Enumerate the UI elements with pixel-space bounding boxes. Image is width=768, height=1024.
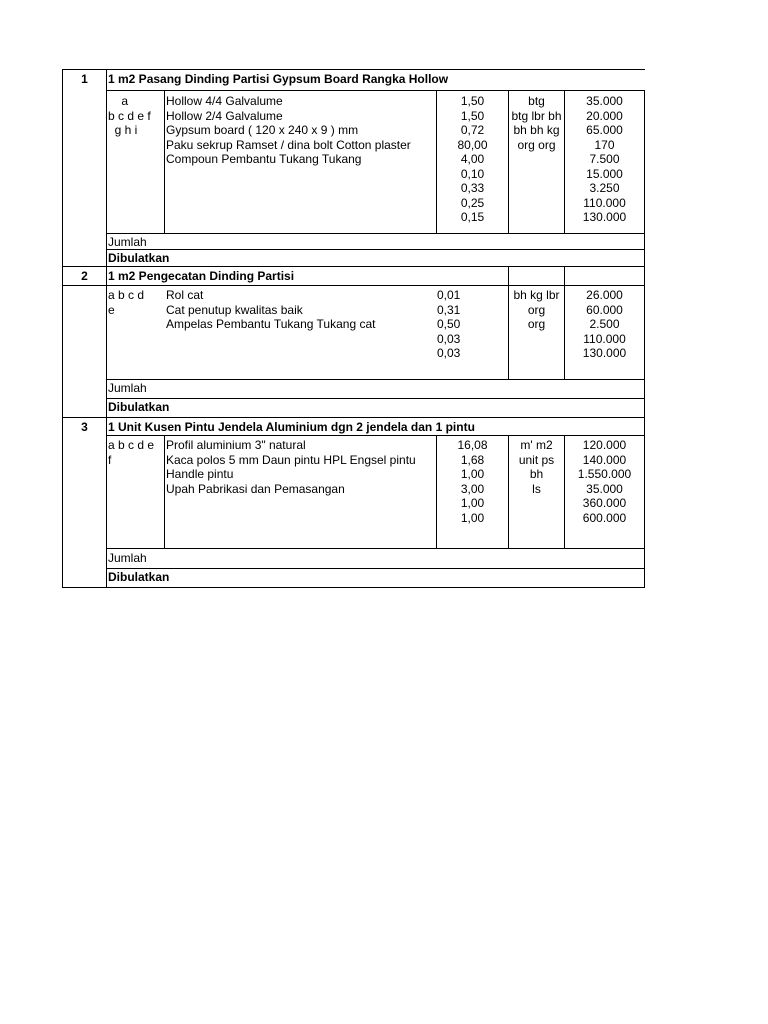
table-border-left bbox=[62, 69, 63, 588]
item-quantities: 1,50 1,50 0,72 80,00 4,00 0,10 0,33 0,25 0,15 bbox=[457, 94, 488, 224]
item-letters: a b c d e f bbox=[108, 438, 155, 467]
dibulatkan-label: Dibulatkan bbox=[108, 251, 170, 265]
section-number: 3 bbox=[81, 420, 88, 434]
section-2-header-bottom bbox=[62, 285, 645, 286]
section-1-letter-divider bbox=[164, 90, 165, 234]
item-units: btg btg lbr bh bh bh kg org org bbox=[511, 94, 562, 152]
section-title: 1 m2 Pengecatan Dinding Partisi bbox=[108, 269, 295, 283]
item-prices: 35.000 20.000 65.000 170 7.500 15.000 3.250 110.000 130.000 bbox=[582, 94, 627, 224]
item-descriptions: Profil aluminium 3" natural Kaca polos 5 mm Daun pintu HPL Engsel pintu Handle pintu Upah Pabrikasi dan Pemasangan bbox=[166, 438, 416, 496]
item-quantities: 0,01 0,31 0,50 0,03 0,03 bbox=[437, 288, 461, 360]
section-title: 1 Unit Kusen Pintu Jendela Aluminium dgn 2 jendela dan 1 pintu bbox=[108, 420, 475, 434]
section-number: 2 bbox=[81, 269, 88, 283]
item-units: bh kg lbr org org bbox=[513, 288, 560, 331]
item-prices: 26.000 60.000 2.500 110.000 130.000 bbox=[582, 288, 627, 360]
table-border-number-col bbox=[106, 69, 107, 588]
item-quantities: 16,08 1,68 1,00 3,00 1,00 1,00 bbox=[457, 438, 488, 525]
item-prices: 120.000 140.000 1.550.000 35.000 360.000 600.000 bbox=[577, 438, 632, 525]
section-2-jumlah-top bbox=[106, 379, 645, 380]
dibulatkan-label: Dibulatkan bbox=[108, 570, 170, 584]
dibulatkan-label: Dibulatkan bbox=[108, 400, 170, 414]
item-descriptions: Hollow 4/4 Galvalume Hollow 2/4 Galvalume Gypsum board ( 120 x 240 x 9 ) mm Paku sekrup Ramset / dina bolt Cotton plaster Compoun Pembantu Tukang Tukang bbox=[166, 94, 411, 166]
jumlah-label: Jumlah bbox=[108, 551, 147, 565]
section-2-header-unit-divider bbox=[508, 266, 509, 286]
section-2-header-price-divider bbox=[564, 266, 565, 286]
section-3-letter-divider bbox=[164, 435, 165, 549]
section-2-top bbox=[62, 266, 645, 267]
section-3-jumlah-top bbox=[106, 548, 645, 549]
section-2-dibulatkan-top bbox=[106, 398, 645, 399]
section-1-jumlah-top bbox=[106, 233, 645, 234]
jumlah-label: Jumlah bbox=[108, 381, 147, 395]
item-letters: a b c d e f g h i bbox=[108, 94, 151, 137]
section-title: 1 m2 Pasang Dinding Partisi Gypsum Board Rangka Hollow bbox=[108, 72, 449, 86]
section-3-top bbox=[62, 417, 645, 418]
item-letters: a b c d e bbox=[108, 288, 145, 317]
table-border-bottom bbox=[62, 587, 645, 588]
item-units: m' m2 unit ps bh ls bbox=[518, 438, 555, 496]
jumlah-label: Jumlah bbox=[108, 235, 147, 249]
section-number: 1 bbox=[81, 72, 88, 86]
item-descriptions: Rol cat Cat penutup kwalitas baik Ampelas Pembantu Tukang Tukang cat bbox=[166, 288, 376, 331]
section-3-dibulatkan-top bbox=[106, 568, 645, 569]
table-border-right bbox=[644, 90, 645, 588]
table-border-top bbox=[62, 69, 645, 70]
